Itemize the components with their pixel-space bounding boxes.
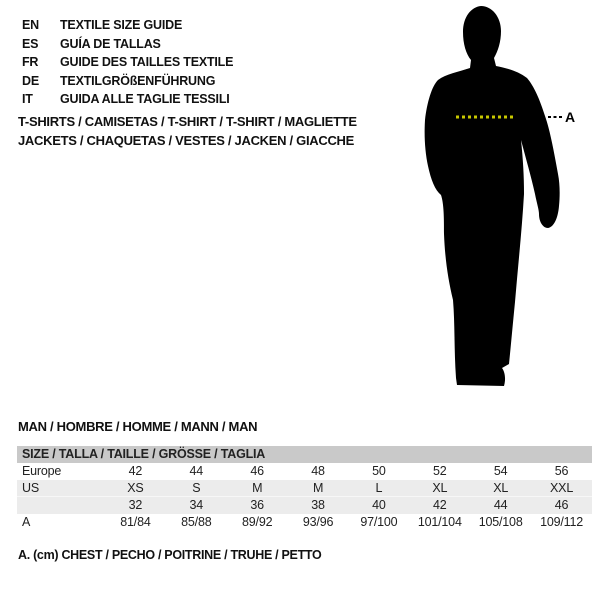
language-list xyxy=(22,16,233,109)
table-cell: 89/92 xyxy=(242,515,273,529)
table-row-chest xyxy=(17,514,592,531)
row-label xyxy=(17,497,105,514)
language-row xyxy=(22,72,233,91)
table-cell: XL xyxy=(493,481,509,495)
language-code: EN xyxy=(22,18,39,32)
category-list xyxy=(18,113,357,150)
language-label: TEXTILGRÖßENFÜHRUNG xyxy=(60,73,216,88)
table-cell: 46 xyxy=(250,464,264,478)
table-cell: 40 xyxy=(372,498,386,512)
category-tshirts: T-SHIRTS / CAMISETAS / T-SHIRT / T-SHIRT / MAGLIETTE xyxy=(18,114,357,129)
section-title-man: MAN / HOMBRE / HOMME / MANN / MAN xyxy=(18,419,258,434)
table-cell: 105/108 xyxy=(478,515,523,529)
language-row xyxy=(22,35,233,54)
table-cell: 97/100 xyxy=(360,515,398,529)
table-cell: 44 xyxy=(189,464,204,478)
table-cell: 56 xyxy=(554,464,569,478)
chest-measure-footnote: A. (cm) CHEST / PECHO / POITRINE / TRUHE / PETTO xyxy=(18,548,322,562)
table-cell: M xyxy=(312,481,324,495)
row-label: A xyxy=(22,515,31,529)
man-silhouette-svg xyxy=(408,4,583,392)
table-cell: XL xyxy=(432,481,448,495)
table-cell: 50 xyxy=(372,464,386,478)
table-cell: L xyxy=(375,481,383,495)
table-cell: S xyxy=(192,481,201,495)
table-cell: M xyxy=(252,481,263,495)
language-label: GUIDE DES TAILLES TEXTILE xyxy=(60,55,234,70)
man-silhouette-figure xyxy=(408,4,583,392)
table-cell: 44 xyxy=(493,498,508,512)
language-label: TEXTILE SIZE GUIDE xyxy=(60,18,183,32)
language-code: ES xyxy=(22,36,39,51)
size-table xyxy=(17,446,592,531)
measure-label-a: A xyxy=(565,109,576,125)
table-cell: 101/104 xyxy=(417,515,462,529)
language-code: DE xyxy=(22,73,39,88)
table-row-europe xyxy=(17,463,592,480)
row-label: Europe xyxy=(22,464,62,478)
table-cell: XS xyxy=(127,481,144,495)
size-table-header: SIZE / TALLA / TAILLE / GRÖSSE / TAGLIA xyxy=(17,446,592,463)
table-cell: 42 xyxy=(128,464,143,478)
language-code: IT xyxy=(22,92,33,107)
language-row xyxy=(22,90,233,109)
table-cell: 38 xyxy=(311,498,325,512)
row-label: US xyxy=(22,481,39,495)
language-row xyxy=(22,53,233,72)
man-silhouette-shape xyxy=(425,6,560,386)
table-cell: 46 xyxy=(554,498,569,512)
category-jackets: JACKETS / CHAQUETAS / VESTES / JACKEN / GIACCHE xyxy=(18,132,354,148)
table-row-numeric xyxy=(17,497,592,514)
table-cell: 109/112 xyxy=(540,515,583,529)
table-cell: 48 xyxy=(311,464,325,478)
table-cell: 52 xyxy=(433,464,447,478)
language-label: GUIDA ALLE TAGLIE TESSILI xyxy=(60,92,230,107)
table-cell: 85/88 xyxy=(181,515,212,529)
table-row-us xyxy=(17,480,592,497)
table-cell: 36 xyxy=(250,498,264,512)
table-cell: 42 xyxy=(433,498,447,512)
table-cell: 93/96 xyxy=(302,515,334,529)
table-cell: 34 xyxy=(189,498,204,512)
table-cell: 54 xyxy=(493,464,508,478)
language-row xyxy=(22,16,233,35)
table-cell: 32 xyxy=(128,498,143,512)
table-cell: XXL xyxy=(550,481,574,495)
table-cell: 81/84 xyxy=(120,515,151,529)
language-code: FR xyxy=(22,55,39,70)
language-label: GUÍA DE TALLAS xyxy=(60,36,161,51)
